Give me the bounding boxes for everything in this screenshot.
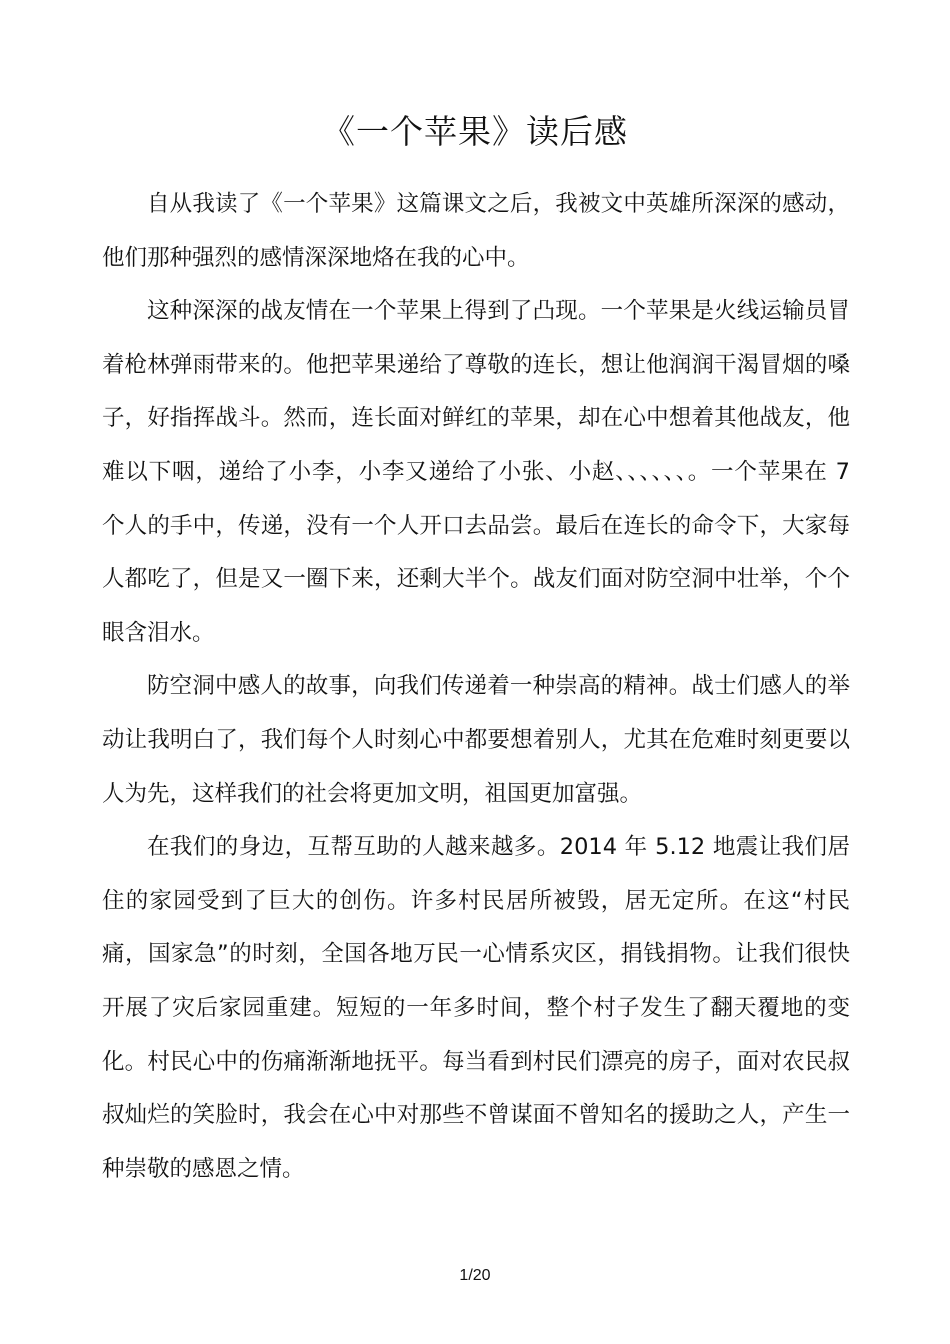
paragraph-2: 这种深深的战友情在一个苹果上得到了凸现。一个苹果是火线运输员冒着枪林弹雨带来的。他把苹果递给了尊敬的连长，想让他润润干渴冒烟的嗓子，好指挥战斗。然而，连长面对鲜红的苹果，却在心中想着其他战友，他难以下咽，递给了小李，小李又递给了小张、小赵、、、、、、。一个苹果在 7 个人的手中，传递，没有一个人开口去品尝。最后在连长的命令下，大家每人都吃了，但是又一圈下来，还剩大半个。战友们面对防空洞中壮举，个个眼含泪水。 [102,298,850,646]
document-body [102,178,850,1196]
paragraph-1: 自从我读了《一个苹果》这篇课文之后，我被文中英雄所深深的感动，他们那种强烈的感情深深地烙在我的心中。 [102,191,850,271]
paragraph-4: 在我们的身边，互帮互助的人越来越多。2014 年 5.12 地震让我们居住的家园受到了巨大的创伤。许多村民居所被毁，居无定所。在这“村民痛，国家急”的时刻，全国各地万民一心情系灾区，捐钱捐物。让我们很快开展了灾后家园重建。短短的一年多时间，整个村子发生了翻天覆地的变化。村民心中的伤痛渐渐地抚平。每当看到村民们漂亮的房子，面对农民叔叔灿烂的笑脸时，我会在心中对那些不曾谋面不曾知名的援助之人，产生一种崇敬的感恩之情。 [102,834,850,1182]
page-number: 1/20 [459,1267,491,1284]
paragraph-3: 防空洞中感人的故事，向我们传递着一种崇高的精神。战士们感人的举动让我明白了，我们每个人时刻心中都要想着别人，尤其在危难时刻更要以人为先，这样我们的社会将更加文明，祖国更加富强。 [102,673,850,807]
document-title: 《一个苹果》读后感 [322,112,628,151]
